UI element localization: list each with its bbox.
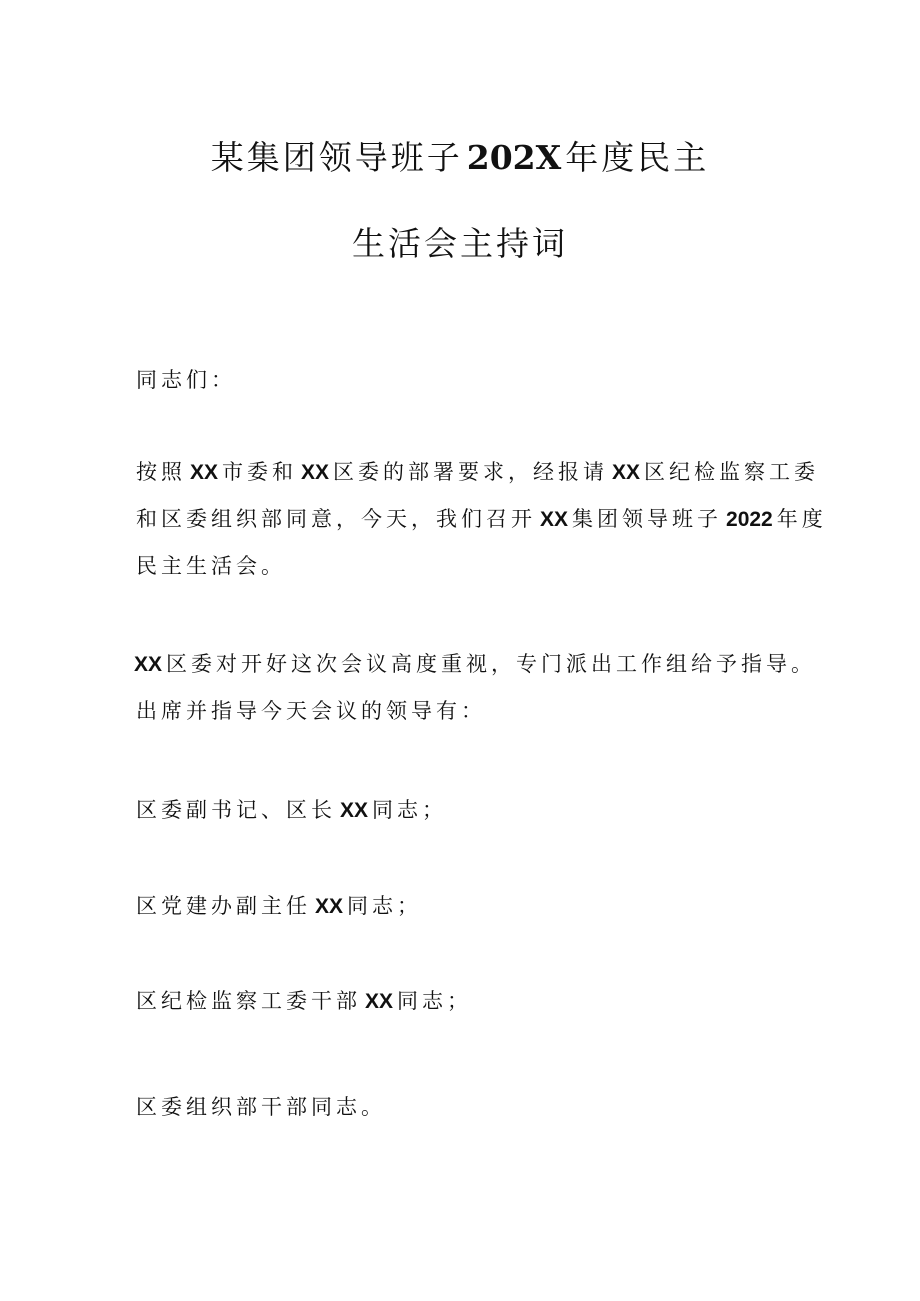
- text-segment: 集团领导班子: [572, 507, 723, 531]
- placeholder-xx: XX: [340, 799, 369, 822]
- text-segment: 区委对开好这次会议高度重视，专门派出工作组给予指导。: [166, 652, 817, 676]
- attendee-item: [136, 883, 796, 930]
- placeholder-xx: XX: [540, 508, 569, 531]
- paragraph-guidance: [134, 641, 817, 735]
- paragraph-guidance-line-1: [134, 641, 817, 688]
- attendee-item: [136, 1084, 796, 1131]
- greeting: 同志们：: [136, 368, 236, 392]
- attendee-title: 区党建办副主任: [136, 894, 311, 918]
- placeholder-xx: XX: [365, 990, 394, 1013]
- text-segment: 年度: [776, 507, 827, 531]
- attendee-item: [136, 978, 796, 1025]
- year-number: 2022: [726, 508, 773, 531]
- placeholder-xx: XX: [190, 461, 219, 484]
- placeholder-xx: XX: [315, 895, 344, 918]
- title-text-part-1: 某集团领导班子: [210, 138, 463, 177]
- text-segment: 按照: [136, 460, 186, 484]
- placeholder-xx: XX: [301, 461, 330, 484]
- text-segment: 同志；: [347, 894, 423, 918]
- text-segment: 区委的部署要求，经报请: [333, 460, 609, 484]
- paragraph-intro-line-1: [136, 449, 820, 496]
- text-segment: 区纪检监察工委: [644, 460, 820, 484]
- attendee-title: 区纪检监察工委干部: [136, 989, 361, 1013]
- document-title-line-2: 生活会主持词: [352, 224, 568, 263]
- text-segment: 同志；: [397, 989, 473, 1013]
- text-segment: 和区委组织部同意，今天，我们召开: [136, 507, 536, 531]
- title-text-part-2: 年度民主: [565, 138, 710, 177]
- text-segment: 市委和: [222, 460, 298, 484]
- paragraph-guidance-line-2: 出席并指导今天会议的领导有：: [136, 699, 486, 723]
- paragraph-intro-line-2: [136, 496, 827, 543]
- placeholder-xx: XX: [134, 653, 163, 676]
- attendee-title: 区委副书记、区长: [136, 798, 336, 822]
- title-year: 202X: [466, 138, 562, 177]
- text-segment: 同志；: [372, 798, 448, 822]
- paragraph-intro-line-3: 民主生活会。: [136, 554, 286, 578]
- paragraph-intro: [136, 449, 827, 590]
- placeholder-xx: XX: [612, 461, 641, 484]
- attendee-title: 区委组织部干部同志。: [136, 1095, 386, 1119]
- document-title-line-1: [0, 138, 920, 177]
- attendee-item: [136, 787, 796, 834]
